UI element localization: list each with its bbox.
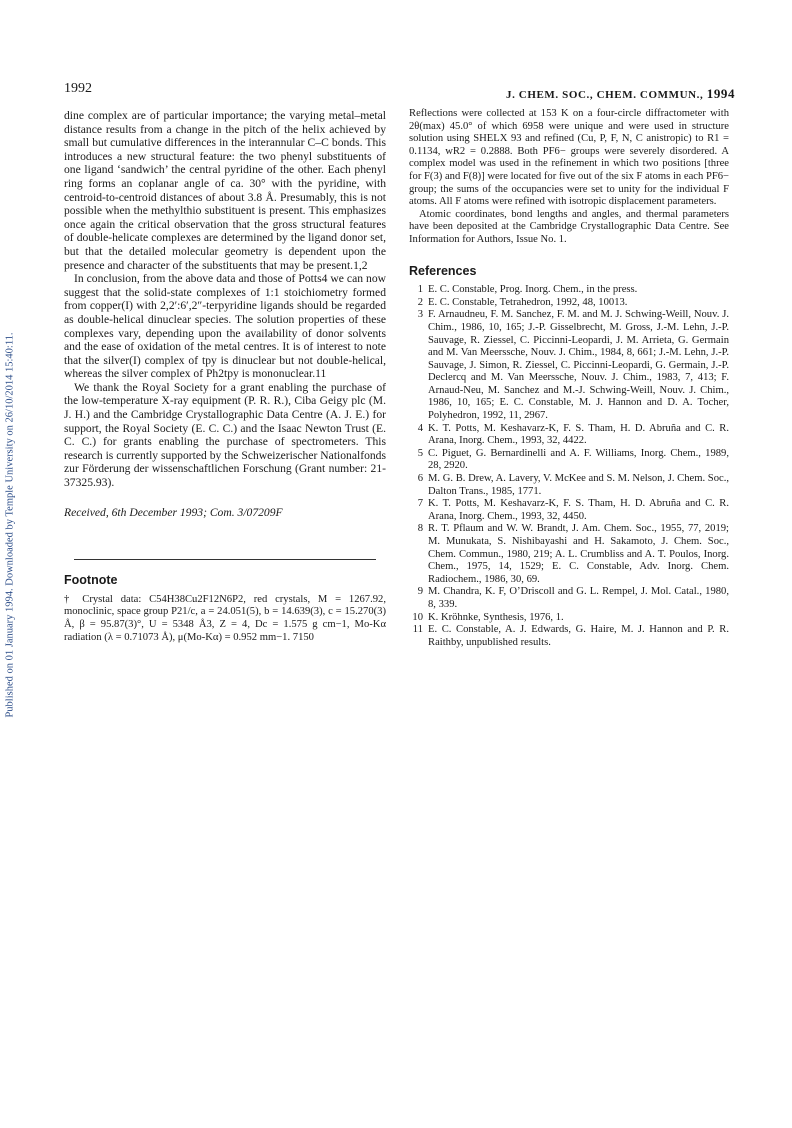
reference-item <box>409 498 729 523</box>
right-column <box>409 108 729 649</box>
reference-text: E. C. Constable, Prog. Inorg. Chem., in the press. <box>428 284 638 296</box>
reference-number: 2 <box>417 296 423 308</box>
reference-text: K. Kröhnke, Synthesis, 1976, 1. <box>428 611 564 623</box>
journal-title: J. CHEM. SOC., CHEM. COMMUN., <box>506 89 704 101</box>
reference-list <box>409 284 729 649</box>
reference-number: 8 <box>417 523 423 535</box>
reference-item <box>409 423 729 448</box>
body-paragraph: dine complex are of particular importance; the varying metal–metal distance results from a change in the pitch of the helix achieved by small but cumulative differences in the interannular C–C bonds. This introduces a new structural feature: the two phenyl substituents of one ligand ‘sandwich’ the central pyridine of the other. Each phenyl ring forms an coplanar angle of ca. 30° with the pyridine, with centroid-to-centroid distances of about 3.8 Å. Presumably, this is not possible when the methylthio substituent is present. This emphasizes once again the critical observation that the gross structural features of double-helicate complexes are determined by the ligand donor set, but that the detailed molecular geometry is dependent upon the presence and character of the substituents that may be present.1,2 <box>64 109 386 272</box>
reference-number: 3 <box>417 309 423 321</box>
reference-number: 6 <box>417 473 423 485</box>
reference-item <box>409 624 729 649</box>
reference-number: 1 <box>417 284 423 296</box>
reference-item <box>409 309 729 422</box>
reference-number: 7 <box>417 498 423 510</box>
references-heading: References <box>409 263 477 278</box>
reference-text: C. Piguet, G. Bernardinelli and A. F. Williams, Inorg. Chem., 1989, 28, 2920. <box>428 447 729 472</box>
acknowledgements-paragraph: We thank the Royal Society for a grant enabling the purchase of the low-temperature X-ray equipment (P. R. R.), Ciba Geigy plc (M. J. H.) and the Cambridge Crystallographic Data Centre (A. J. E.) for support, the Royal Society (E. C. C.) and the Isaac Newton Trust (E. C. C.) for grants enabling the purchase of spectrometers. This research is currently supported by the Schweizerischer Nationalfonds zur Förderung der wissenschaftlichen Forschung (Grant number: 21-37325.93). <box>64 380 386 490</box>
reference-number: 5 <box>417 447 423 459</box>
reference-text: K. T. Potts, M. Keshavarz-K, F. S. Tham, H. D. Abruña and C. R. Arana, Inorg. Chem., 1993, 32, 4450. <box>428 498 729 522</box>
reference-number: 4 <box>417 422 423 434</box>
reference-text: E. C. Constable, Tetrahedron, 1992, 48, 10013. <box>428 296 628 308</box>
journal-year: 1994 <box>706 86 736 101</box>
reference-text: E. C. Constable, A. J. Edwards, G. Haire, M. J. Hannon and P. R. Raithby, unpublished results. <box>428 624 729 648</box>
journal-header <box>506 86 735 102</box>
reference-number: 11 <box>412 624 423 636</box>
reference-item <box>409 284 729 297</box>
received-line: Received, 6th December 1993; Com. 3/07209F <box>64 505 283 519</box>
reference-item <box>409 448 729 473</box>
reference-item <box>409 473 729 498</box>
left-column <box>64 109 386 644</box>
reference-text: F. Arnaudneu, F. M. Sanchez, F. M. and M. J. Schwing-Weill, Nouv. J. Chim., 1986, 10, 165; J.-P. Gisselbrecht, M. Gross, J.-M. Lehn, J.-P. Sauvage, R. Ziessel, C. Piccinni-Leopardi, J. M. Arrieta, G. Germain and M. Van Meerssche, Nouv. J. Chim., 1984, 8, 661; J.-M. Lehn, J.-P. Sauvage, J. Simon, R. Ziessel, C. Piccinni-Leopardi, G. Germain, J.-P. Declercq and M. Van Meerssche, Nouv. J. Chim., 1983, 7, 413; F. Arnaud-Neu, M. Sanchez and M.-J. Schwing-Weill, Nouv. J. Chim., 1986, 10, 165; E. C. Constable, M. J. Hannon and D. A. Tocher, Polyhedron, 1992, 11, 2967. <box>428 309 729 422</box>
reference-item <box>409 612 729 625</box>
page-number: 1992 <box>64 81 92 96</box>
body-paragraph: In conclusion, from the above data and those of Potts4 we can now suggest that the solid-state complexes of 1:1 stoichiometry formed from copper(I) with 2,2′:6′,2″-terpyridine ligands should be regarded as double-helical dinuclear species. The solution properties of these complexes vary, depending upon the availability of donor solvents and the ease of oxidation of the metal centres. It is of interest to note that the silver(I) complex of tpy is dinuclear but not double-helical, whereas the silver complex of Ph2tpy is mononuclear.11 <box>64 272 386 381</box>
reference-text: K. T. Potts, M. Keshavarz-K, F. S. Tham, H. D. Abruña and C. R. Arana, Inorg. Chem., 1993, 32, 4422. <box>428 422 729 447</box>
reference-item <box>409 297 729 310</box>
reference-item <box>409 523 729 586</box>
reference-text: R. T. Pflaum and W. W. Brandt, J. Am. Chem. Soc., 1955, 77, 2019; M. Munukata, S. Nishibayashi and H. Sakamoto, J. Chem. Soc., Chem. Commun., 1980, 219; A. L. Crumbliss and A. T. Poulos, Inorg. Chem., 1975, 14, 1529; E. C. Constable, Adv. Inorg. Chem. Radiochem., 1986, 30, 69. <box>428 523 729 585</box>
footnote-text: † Crystal data: C54H38Cu2F12N6P2, red crystals, M = 1267.92, monoclinic, space group P21/c, a = 24.051(5), b = 14.639(3), c = 15.270(3) Å, β = 95.87(3)°, U = 5348 Å3, Z = 4, Dc = 1.575 g cm−1, Mo-Kα radiation (λ = 0.71073 Å), μ(Mo-Kα) = 0.952 mm−1. 7150 <box>64 593 386 643</box>
publication-side-note <box>2 210 18 840</box>
reference-text: M. G. B. Drew, A. Lavery, V. McKee and S. M. Nelson, J. Chem. Soc., Dalton Trans., 1985, 1771. <box>428 473 729 497</box>
reference-number: 10 <box>412 611 423 623</box>
footnote-divider <box>74 559 376 560</box>
reference-number: 9 <box>417 586 423 598</box>
footnote-heading: Footnote <box>64 573 118 588</box>
body-paragraph: Atomic coordinates, bond lengths and angles, and thermal parameters have been deposited at the Cambridge Crystallographic Data Centre. See Information for Authors, Issue No. 1. <box>409 208 729 245</box>
reference-item <box>409 586 729 611</box>
reference-text: M. Chandra, K. F, O’Driscoll and G. L. Rempel, J. Mol. Catal., 1980, 8, 339. <box>428 586 729 610</box>
body-paragraph: Reflections were collected at 153 K on a four-circle diffractometer with 2θ(max) 45.0° of which 6958 were unique and were used in structure solution using SHELX 93 and refined (Cu, P, F, N, C anistropic) to R1 = 0.1134, wR2 = 0.2888. Both PF6− groups were severely disordered. A complex model was used in the refinement in which two positions [three for F(3) and F(8)] were located for five out of the six F atoms in each PF6− group; the sums of the occupancies were set to unity for the individual F atoms. All F atoms were refined with isotropic displacement parameters. <box>409 108 729 208</box>
side-note-text: Published on 01 January 1994. Downloaded by Temple University on 26/10/2014 15:40:11. <box>4 332 16 718</box>
